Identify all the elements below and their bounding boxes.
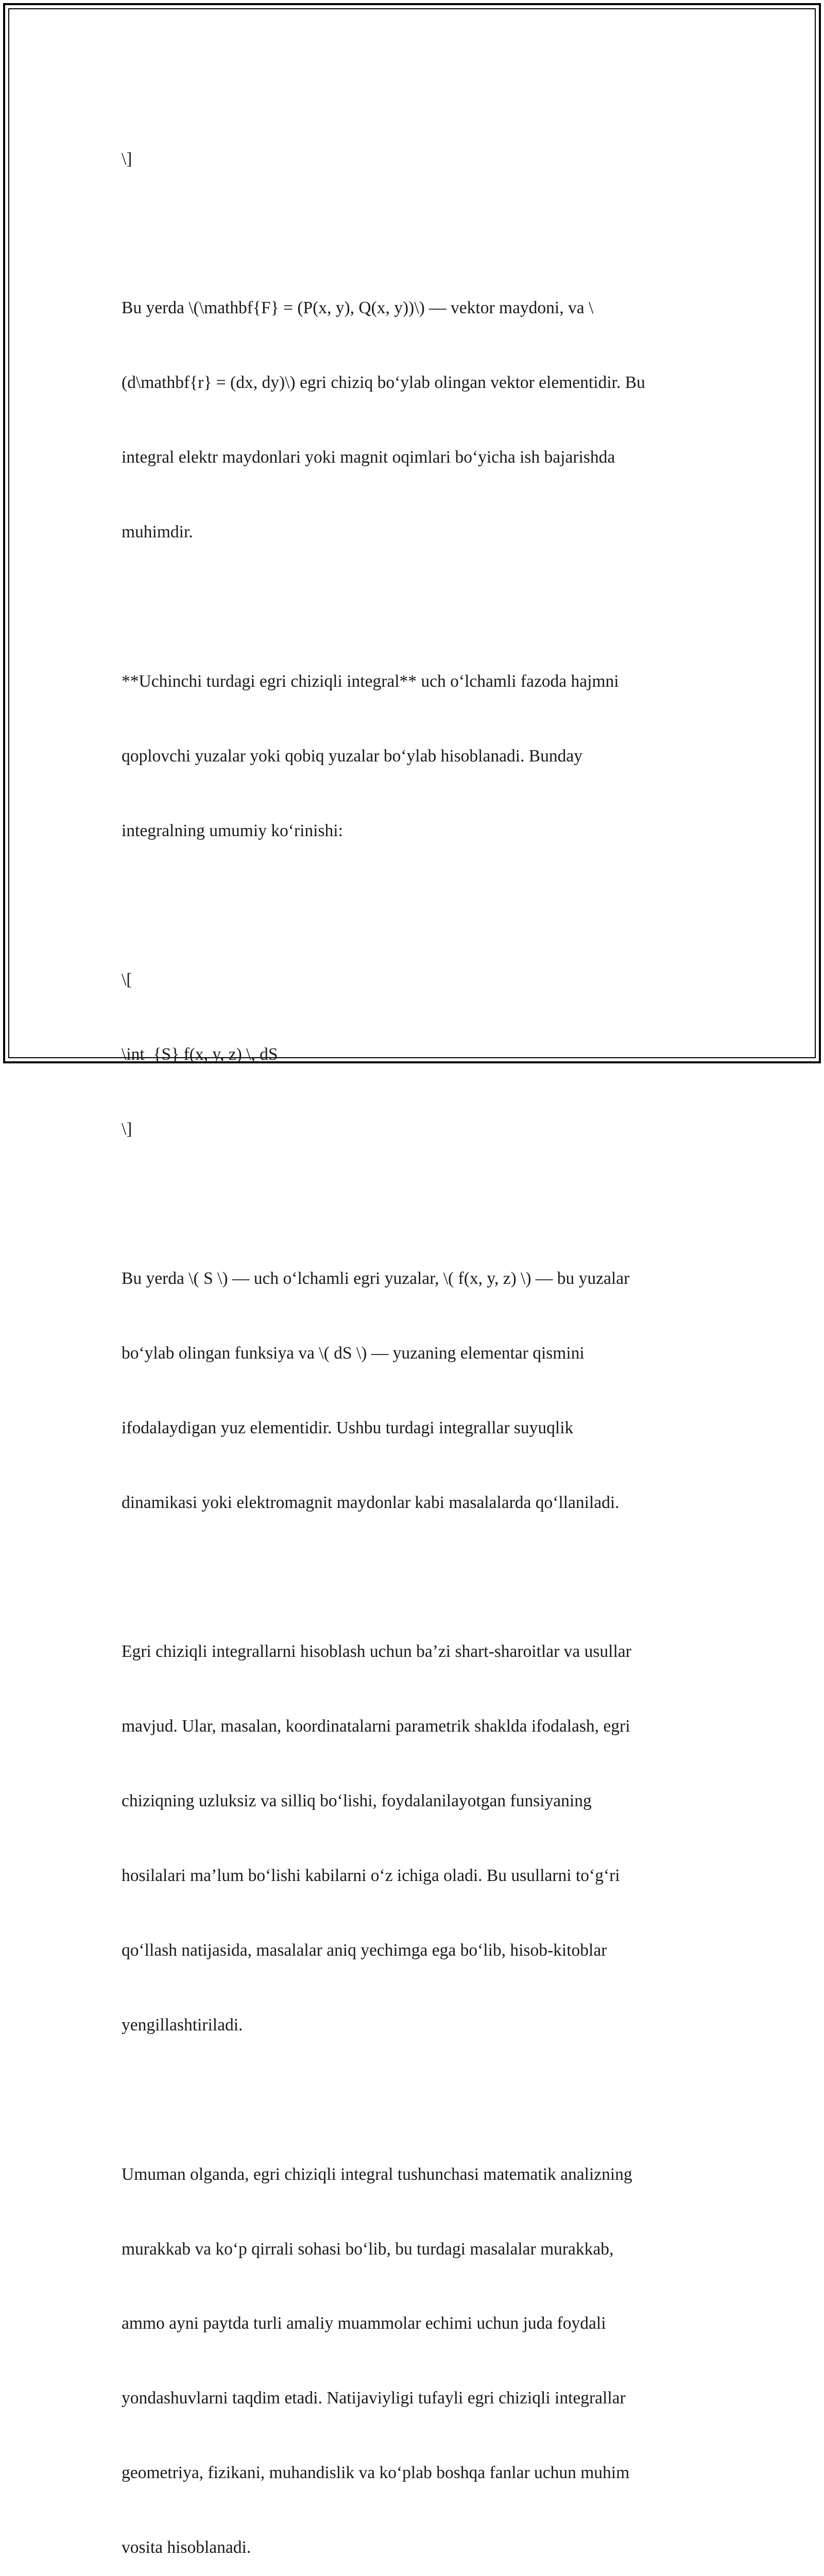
- text-line: \int_{S} f(x, y, z) \, dS: [122, 1045, 278, 1064]
- text-line: geometriya, fizikani, muhandislik va ko‘plab boshqa fanlar uchun muhim: [122, 2463, 630, 2483]
- paragraph-conclusion: [122, 2112, 703, 2576]
- math-close-line: [122, 97, 703, 221]
- text-line: \]: [122, 149, 132, 168]
- text-line: **Uchinchi turdagi egri chiziqli integral** uch o‘lchamli fazoda hajmni: [122, 671, 619, 691]
- text-line: \]: [122, 1120, 132, 1139]
- text-line: ammo ayni paytda turli amaliy muammolar echimi uchun juda foydali: [122, 2314, 606, 2333]
- paragraph-conditions: [122, 1590, 703, 2088]
- text-line: murakkab va ko‘p qirrali sohasi bo‘lib, bu turdagi masalalar murakkab,: [122, 2239, 614, 2259]
- document-body: [122, 97, 703, 2576]
- math-surface-integral: [122, 918, 703, 1192]
- text-line: hosilalari ma’lum bo‘lishi kabilarni o‘z ichiga oladi. Bu usullarni to‘g‘ri: [122, 1866, 620, 1886]
- text-line: (d\mathbf{r} = (dx, dy)\) egri chiziq bo‘ylab olingan vektor elementidir. Bu: [122, 373, 645, 393]
- text-line: qoplovchi yuzalar yoki qobiq yuzalar bo‘ylab hisoblanadi. Bunday: [122, 746, 582, 766]
- text-line: integral elektr maydonlari yoki magnit oqimlari bo‘yicha ish bajarishda: [122, 448, 615, 467]
- text-line: Bu yerda \(\mathbf{F} = (P(x, y), Q(x, y))\) — vektor maydoni, va \: [122, 298, 594, 318]
- text-line: \[: [122, 970, 132, 990]
- text-line: vosita hisoblanadi.: [122, 2538, 251, 2557]
- text-line: Umuman olganda, egri chiziqli integral tushunchasi matematik analizning: [122, 2164, 632, 2184]
- text-line: yondashuvlarni taqdim etadi. Natijaviyligi tufayli egri chiziqli integrallar: [122, 2388, 626, 2408]
- paragraph-third-type: [122, 619, 703, 893]
- text-line: muhimdir.: [122, 522, 193, 542]
- text-line: yengillashtiriladi.: [122, 2015, 243, 2035]
- paragraph-vector-field: [122, 246, 703, 595]
- text-line: bo‘ylab olingan funksiya va \( dS \) — yuzaning elementar qismini: [122, 1343, 585, 1363]
- text-line: mavjud. Ular, masalan, koordinatalarni parametrik shaklda ifodalash, egri: [122, 1717, 630, 1736]
- text-line: Egri chiziqli integrallarni hisoblash uchun ba’zi shart-sharoitlar va usullar: [122, 1642, 631, 1662]
- text-line: integralning umumiy ko‘rinishi:: [122, 821, 343, 840]
- text-line: chiziqning uzluksiz va silliq bo‘lishi, foydalanilayotgan funsiyaning: [122, 1791, 592, 1811]
- text-line: Bu yerda \( S \) — uch o‘lchamli egri yuzalar, \( f(x, y, z) \) — bu yuzalar: [122, 1268, 630, 1288]
- text-line: qo‘llash natijasida, masalalar aniq yechimga ega bo‘lib, hisob-kitoblar: [122, 1940, 607, 1960]
- paragraph-surface-explain: [122, 1216, 703, 1565]
- text-line: dinamikasi yoki elektromagnit maydonlar kabi masalalarda qo‘llaniladi.: [122, 1493, 620, 1512]
- text-line: ifodalaydigan yuz elementidir. Ushbu turdagi integrallar suyuqlik: [122, 1418, 574, 1437]
